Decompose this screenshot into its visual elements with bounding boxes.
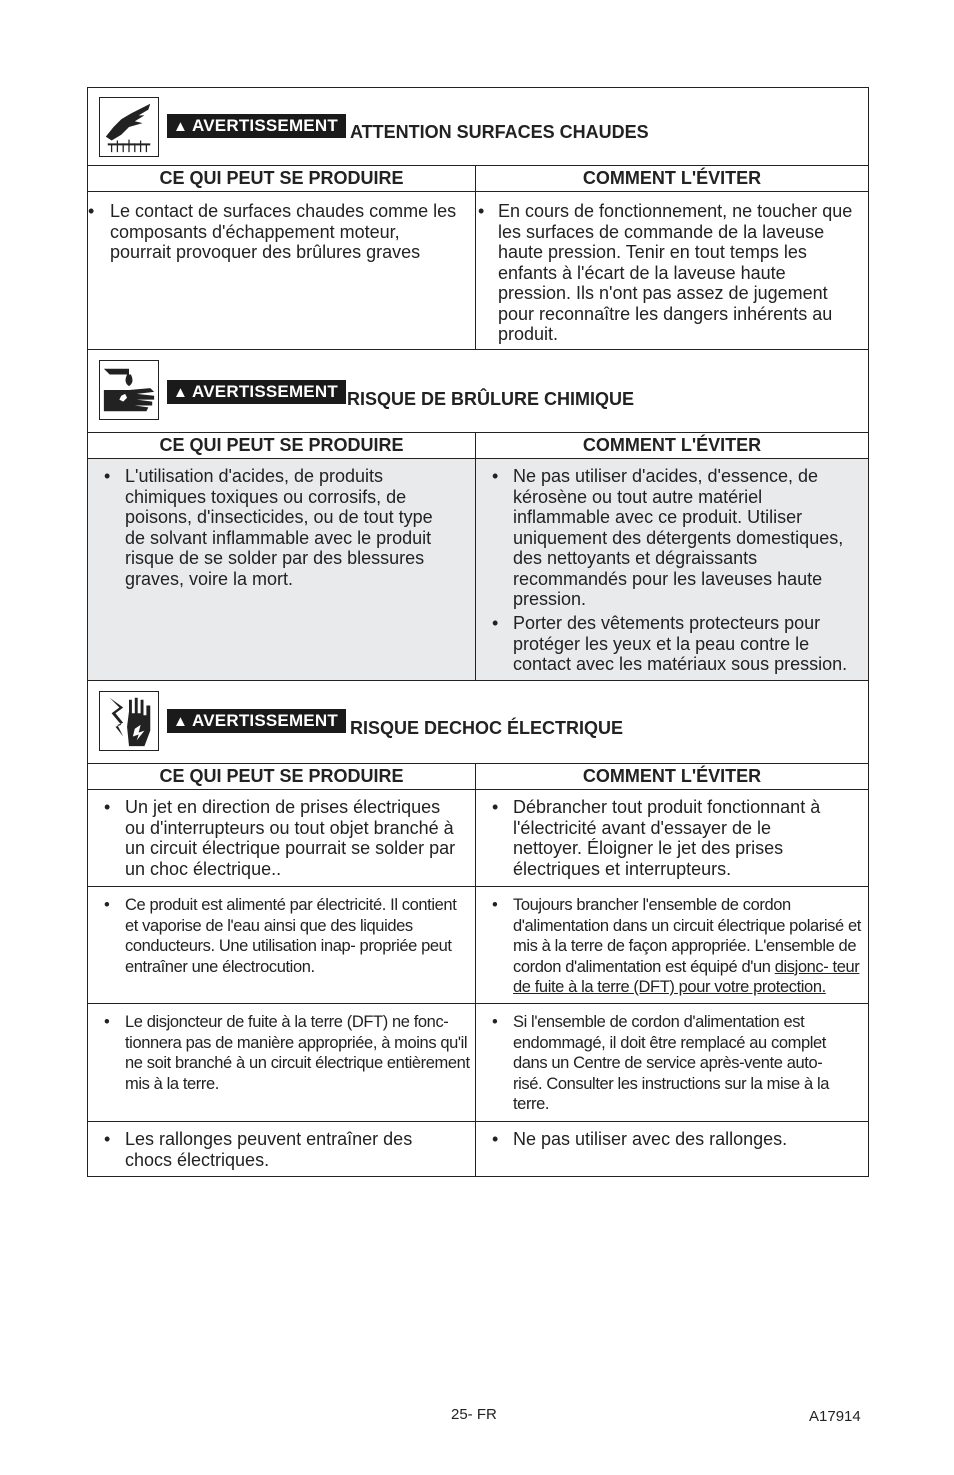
section-chemical-burn-header <box>88 350 868 433</box>
chemical-burn-icon <box>99 360 159 420</box>
cell-prevention <box>475 790 867 886</box>
risk-text: Les rallonges peuvent entraîner des chocs électriques. <box>125 1129 413 1170</box>
cell-prevention <box>475 1122 867 1176</box>
col-header-what-happens: CE QUI PEUT SE PRODUIRE <box>159 435 404 455</box>
list-item: • Le disjoncteur de fuite à la terre (DFT) ne fonc- tionnera pas de manière appropriée, à moins qu'il ne soit branché à un circuit électrique entièrement mis à la terre. <box>104 1012 472 1094</box>
list-item: • L'utilisation d'acides, de produits chimiques toxiques ou corrosifs, de poisons, d'insecticides, ou de tout type de solvant inflammable avec le produit risque de se solder par des blessures graves, voire la mort. <box>104 466 454 589</box>
list-item: • Porter des vêtements protecteurs pour protéger les yeux et la peau contre le contact avec les matériaux sous pression. <box>492 613 862 675</box>
badge-label: AVERTISSEMENT <box>192 382 338 401</box>
list-item: • Un jet en direction de prises électriques ou d'interrupteurs ou tout objet branché à un circuit électrique pourrait se solder par un choc électrique.. <box>104 797 464 879</box>
cell-risk <box>88 1004 475 1121</box>
table-row <box>88 1122 868 1176</box>
column-headers <box>88 432 868 459</box>
risk-text: Ce produit est alimenté par électricité. Il contient et vaporise de l'eau ainsi que des liquides conducteurs. Une utilisation inap- propriée peut entraîner une électrocution. <box>125 896 457 976</box>
list-item: • Ce produit est alimenté par électricité. Il contient et vaporise de l'eau ainsi que des liquides conducteurs. Une utilisation inap- propriée peut entraîner une électrocution. <box>104 895 464 977</box>
table-row <box>88 790 868 887</box>
warning-badge <box>167 709 346 733</box>
warning-table <box>87 87 869 1177</box>
warning-badge <box>167 380 346 404</box>
list-item: • En cours de fonctionnement, ne toucher que les surfaces de commande de la laveuse haute pression. Tenir en tout temps les enfants à l'écart de la laveuse haute pression. Ils n'ont pas assez de jugement pour reconnaître les dangers inhérents au produit. <box>476 201 856 345</box>
prevention-text: Débrancher tout produit fonctionnant à l'électricité avant d'essayer de le nettoyer. Éloigner le jet des prises électriques et interrupteurs. <box>513 797 821 879</box>
table-row <box>88 887 868 1004</box>
col-header-what-happens: CE QUI PEUT SE PRODUIRE <box>159 766 404 786</box>
hazard-title: ATTENTION SURFACES CHAUDES <box>350 122 649 142</box>
col-header-what-happens: CE QUI PEUT SE PRODUIRE <box>159 168 404 188</box>
col-header-how-to-avoid: COMMENT L'ÉVITER <box>475 432 868 458</box>
hazard-title: RISQUE DECHOC ÉLECTRIQUE <box>350 718 624 738</box>
cell-risk <box>88 192 475 349</box>
warning-triangle-icon: ▲ <box>173 713 189 730</box>
cell-risk <box>88 459 475 680</box>
list-item: • Ne pas utiliser avec des rallonges. <box>492 1129 852 1150</box>
section-hot-surfaces-header <box>88 88 868 166</box>
warning-triangle-icon: ▲ <box>173 384 189 401</box>
prevention-text: Porter des vêtements protecteurs pour protéger les yeux et la peau contre le contact avec les matériaux sous pression. <box>513 613 848 674</box>
list-item: • Toujours brancher l'ensemble de cordon d'alimentation dans un circuit électrique polarisé et mis à la terre de façon appropriée. L'ensemble de cordon d'alimentation est équipé d'un disjonc- teur de fuite à la terre (DFT) pour votre protection. <box>492 895 864 998</box>
cell-prevention <box>475 887 867 1003</box>
cell-risk <box>88 790 475 886</box>
hot-surface-hand-icon <box>99 97 159 157</box>
risk-text: L'utilisation d'acides, de produits chimiques toxiques ou corrosifs, de poisons, d'insecticides, ou de tout type de solvant inflammable avec le produit risque de se solder par des blessures graves, voire la mort. <box>125 466 433 589</box>
table-row <box>88 192 868 350</box>
table-row <box>88 1004 868 1122</box>
cell-prevention <box>475 459 867 680</box>
warning-badge <box>167 114 346 138</box>
col-header-how-to-avoid: COMMENT L'ÉVITER <box>475 165 868 191</box>
cell-prevention <box>475 1004 867 1121</box>
electric-shock-hand-icon <box>99 691 159 751</box>
column-headers <box>88 763 868 790</box>
column-headers <box>88 165 868 192</box>
document-code: A17914 <box>809 1408 861 1425</box>
col-header-how-to-avoid: COMMENT L'ÉVITER <box>475 763 868 789</box>
prevention-text: Ne pas utiliser avec des rallonges. <box>513 1129 788 1149</box>
cell-risk <box>88 887 475 1003</box>
list-item: • Ne pas utiliser d'acides, d'essence, de kérosène ou tout autre matériel inflammable avec ce produit. Utiliser uniquement des détergents domestiques, des nettoyants et dégraissants recommandés pour les laveuses haute pression. <box>492 466 850 610</box>
prevention-text: Ne pas utiliser d'acides, d'essence, de kérosène ou tout autre matériel inflammable avec ce produit. Utiliser uniquement des détergents domestiques, des nettoyants et dégraissants recommandés pour les laveuses haute pression. <box>513 466 844 609</box>
list-item: • Si l'ensemble de cordon d'alimentation est endommagé, il doit être remplacé au complet dans un Centre de service après-vente auto- risé. Consulter les instructions sur la mise à la terre. <box>492 1012 854 1115</box>
badge-label: AVERTISSEMENT <box>192 116 338 135</box>
badge-label: AVERTISSEMENT <box>192 711 338 730</box>
cell-risk <box>88 1122 475 1176</box>
hazard-title: RISQUE DE BRÛLURE CHIMIQUE <box>347 389 635 409</box>
list-item: • Débrancher tout produit fonctionnant à l'électricité avant d'essayer de le nettoyer. Éloigner le jet des prises électriques et interrupteurs. <box>492 797 837 879</box>
risk-text: Le disjoncteur de fuite à la terre (DFT) ne fonc- tionnera pas de manière appropriée, à moins qu'il ne soit branché à un circuit électrique entièrement mis à la terre. <box>125 1013 470 1093</box>
risk-text: Un jet en direction de prises électriques ou d'interrupteurs ou tout objet branché à un circuit électrique pourrait se solder par un choc électrique.. <box>125 797 456 879</box>
warning-triangle-icon: ▲ <box>173 118 189 135</box>
table-row <box>88 459 868 681</box>
prevention-text: En cours de fonctionnement, ne toucher que les surfaces de commande de la laveuse haute pression. Tenir en tout temps les enfants à l'écart de la laveuse haute pression. Ils n'ont pas assez de jugement pour reconnaître les dangers inhérents au produit. <box>498 201 853 344</box>
page-number: 25- FR <box>451 1406 497 1423</box>
prevention-text: Toujours brancher l'ensemble de cordon d'alimentation dans un circuit électrique polarisé et mis à la terre de façon appropriée. L'ensemble de cordon d'alimentation est équipé d'un disjonc- teur de fuite à la terre (DFT) pour votre protection. <box>513 896 861 996</box>
section-electric-shock-header <box>88 681 868 764</box>
risk-text: Le contact de surfaces chaudes comme les composants d'échappement moteur, pourrait provoquer des brûlures graves <box>110 201 457 262</box>
list-item: • Le contact de surfaces chaudes comme les composants d'échappement moteur, pourrait provoquer des brûlures graves <box>88 201 463 263</box>
underlined-text: disjonc- teur de fuite à la terre (DFT) pour votre protection. <box>513 957 860 996</box>
prevention-text: Si l'ensemble de cordon d'alimentation est endommagé, il doit être remplacé au complet dans un Centre de service après-vente auto- risé. Consulter les instructions sur la mise à la terre. <box>513 1013 830 1113</box>
list-item: • Les rallonges peuvent entraîner des chocs électriques. <box>104 1129 444 1170</box>
cell-prevention <box>475 192 867 349</box>
